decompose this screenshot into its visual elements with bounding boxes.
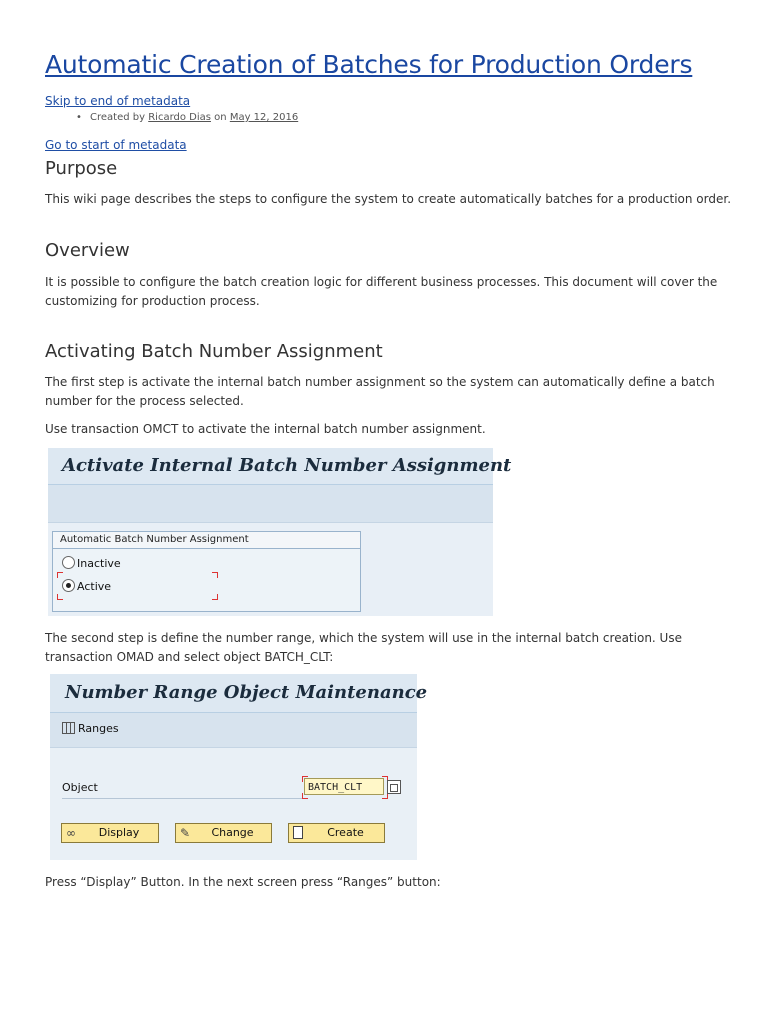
focus-corner-icon: [212, 594, 218, 600]
focus-corner-icon: [302, 776, 308, 782]
activating-text-3: The second step is define the number range, which the system will use in the internal batch creation. Use transaction OMAD and select object BATCH_CLT:: [45, 631, 682, 664]
on-label: on: [214, 112, 227, 123]
focus-corner-icon: [57, 594, 63, 600]
ranges-label: Ranges: [78, 722, 119, 735]
focus-corner-icon: [57, 572, 63, 578]
skip-to-end-link[interactable]: Skip to end of metadata: [45, 94, 191, 108]
bullet-icon: •: [76, 112, 82, 123]
glasses-icon: ∞: [66, 826, 76, 840]
radio-active-label: Active: [77, 580, 112, 593]
group-title: Automatic Batch Number Assignment: [53, 532, 360, 549]
radio-inactive-label: Inactive: [77, 557, 121, 570]
omad-header: [50, 674, 428, 713]
radio-inactive[interactable]: [62, 556, 121, 570]
pencil-icon: ✎: [180, 826, 191, 840]
table-icon: [62, 722, 75, 734]
omad-toolbar: [50, 713, 417, 748]
page-title[interactable]: Automatic Creation of Batches for Production Orders: [45, 50, 693, 79]
value-help-icon[interactable]: [387, 780, 401, 794]
focus-corner-icon: [212, 572, 218, 578]
go-to-start-link[interactable]: Go to start of metadata: [45, 138, 187, 152]
change-button[interactable]: [175, 823, 272, 843]
page-metadata: [76, 112, 299, 123]
activating-text-4: Press “Display” Button. In the next screen press “Ranges” button:: [45, 875, 441, 889]
radio-active-icon[interactable]: [62, 579, 75, 592]
purpose-text: This wiki page describes the steps to configure the system to create automatically batches for a production order.: [45, 192, 732, 206]
focus-corner-icon: [302, 793, 308, 799]
overview-text: It is possible to configure the batch creation logic for different business processes. This document will cover the customizing for production process.: [45, 275, 718, 308]
object-input[interactable]: BATCH_CLT: [304, 778, 384, 795]
author-link[interactable]: Ricardo Dias: [148, 112, 211, 123]
radio-active[interactable]: [62, 579, 111, 593]
display-button[interactable]: [61, 823, 159, 843]
omct-title: Activate Internal Batch Number Assignment: [62, 455, 512, 476]
object-underline: [62, 798, 302, 799]
omct-screenshot: [48, 448, 512, 616]
activating-text-1: The first step is activate the internal batch number assignment so the system can automatically define a batch number for the process selected.: [45, 375, 715, 408]
create-button-label: Create: [327, 826, 364, 839]
omad-title: Number Range Object Maintenance: [65, 682, 428, 703]
document-icon: [293, 826, 303, 839]
object-label: Object: [62, 781, 98, 794]
radio-inactive-icon[interactable]: [62, 556, 75, 569]
date-link[interactable]: May 12, 2016: [229, 112, 299, 123]
omad-screenshot: [50, 674, 428, 860]
purpose-heading: Purpose: [45, 158, 118, 179]
activating-heading: Activating Batch Number Assignment: [45, 341, 383, 362]
change-button-label: Change: [211, 826, 254, 839]
create-button[interactable]: [288, 823, 385, 843]
batch-assignment-group: [52, 531, 361, 612]
ranges-button[interactable]: [62, 722, 119, 735]
activating-text-2: Use transaction OMCT to activate the internal batch number assignment.: [45, 422, 486, 436]
display-button-label: Display: [98, 826, 140, 839]
omct-toolbar: [48, 485, 493, 523]
overview-heading: Overview: [45, 240, 130, 261]
created-by-label: Created by: [90, 112, 146, 123]
omct-header: [48, 448, 512, 485]
